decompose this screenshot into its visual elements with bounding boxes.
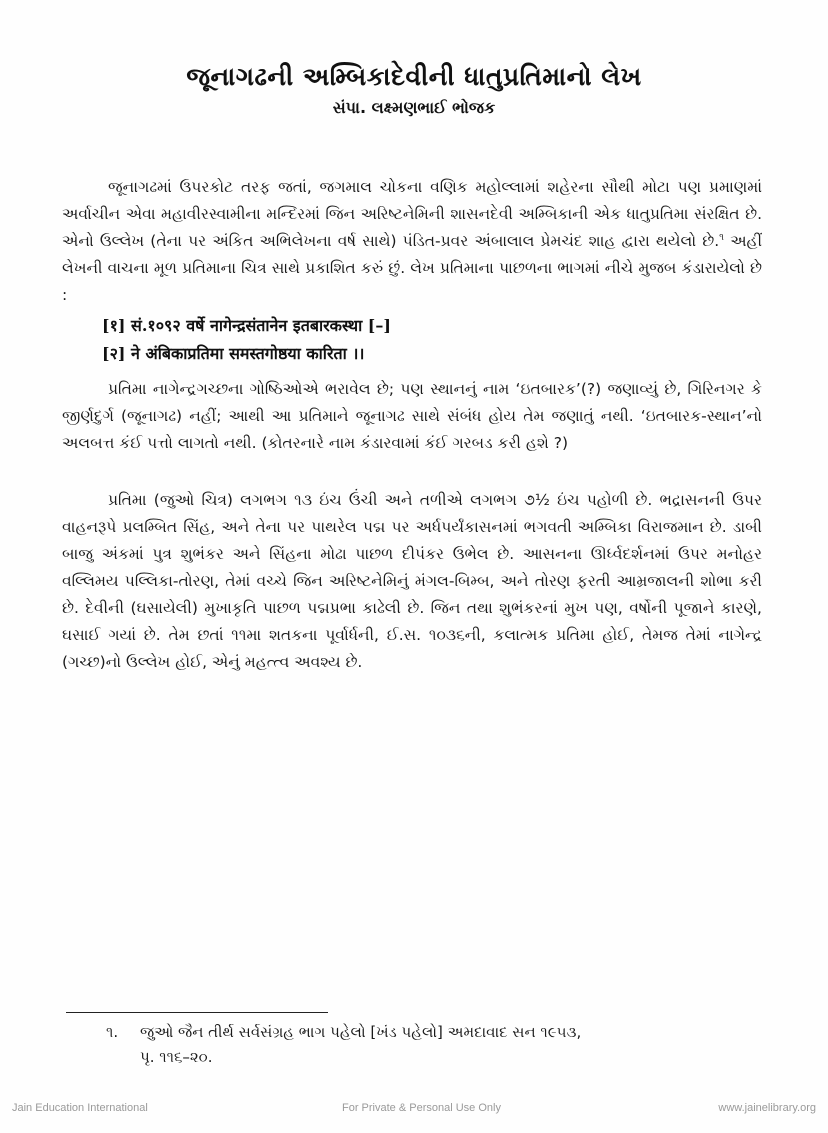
- author-line: સંપા. લક્ષ્મણભાઈ ભોજક: [332, 98, 496, 117]
- inscription-line-1: [१] सं.१०९२ वर्षे नागेन्द्रसंतानेन इतबारकस्था [–]: [102, 316, 391, 335]
- paragraph-gaccha: પ્રતિમા નાગેન્દ્રગચ્છના ગોષ્ઠિઓએ ભરાવેલ છે; પણ સ્થાનનું નામ ‘ઇતબારક’(?) જણાવ્યું છે, ગિરિનગર કે જીર્ણદુર્ગ (જૂનાગઢ) નહીં; આથી આ પ્રતિમાને જૂનાગઢ સાથે સંબંધ હોય તેમ જણાતું નથી. ‘ઇતબારક-સ્થાન’નો અલબત્ત કંઈ પત્તો લાગતો નથી. (કોતરનારે નામ કંડારવામાં કંઈ ગરબડ કરી હશે ?): [62, 380, 762, 452]
- inscription-block: [102, 312, 391, 368]
- footer-usage-notice: For Private & Personal Use Only: [342, 1102, 501, 1114]
- paragraph-text: જૂનાગઢમાં ઉપરકોટ તરફ જતાં, જગમાલ ચોકના વણિક મહોલ્લામાં શહેરના સૌથી મોટા પણ પ્રમાણમાં અર્વાચીન એવા મહાવીરસ્વામીના મન્દિરમાં જિન અરિષ્ટનેમિની શાસનદેવી અમ્બિકાની એક ધાતુપ્રતિમા સંરક્ષિત છે. એનો ઉલ્લેખ (તેના પર અંકિત અભિલેખના વર્ષ સાથે) પંડિત-પ્રવર અંબાલાલ પ્રેમચંદ શાહ દ્વારા થયેલો છે.: [62, 178, 762, 250]
- footnote-continuation: પૃ. ૧૧૬–૨૦.: [140, 1048, 213, 1066]
- footnote-number: ૧.: [106, 1023, 119, 1041]
- footnote-text: જુઓ જૈન તીર્થ સર્વસંગ્રહ ભાગ પહેલો [ખંડ પહેલો] અમદાવાદ સન ૧૯૫૩,: [140, 1023, 582, 1041]
- footer-publisher: Jain Education International: [12, 1102, 148, 1114]
- footnote: [106, 1020, 806, 1070]
- footnote-marker[interactable]: ૧: [719, 231, 725, 243]
- page-footer: [0, 1102, 828, 1118]
- paragraph-text: અહીં લેખની વાચના મૂળ પ્રતિમાના ચિત્ર સાથે પ્રકાશિત કરું છું. લેખ પ્રતિમાના પાછળના ભાગમાં નીચે મુજબ કંડારાયેલો છે :: [62, 232, 763, 304]
- inscription-line-2: [२] ने अंबिकाप्रतिमा समस्तगोष्ठया कारिता ।।: [102, 344, 365, 363]
- paragraph-description: પ્રતિમા (જુઓ ચિત્ર) લગભગ ૧૩ ઇંચ ઉંચી અને તળીએ લગભગ ૭½ ઇંચ પહોળી છે. ભદ્રાસનની ઉપર વાહનરૂપે પ્રલમ્બિત સિંહ, અને તેના પર પાથરેલ પદ્મ પર અર્ધપર્યંકાસનમાં ભગવતી અમ્બિકા વિરાજમાન છે. ડાબી બાજુ અંકમાં પુત્ર શુભંકર અને સિંહના મોઢા પાછળ દીપંકર ઉભેલ છે. આસનના ઊર્ધ્વદર્શનમાં ઉપર મનોહર વલ્લિમય પલ્લિકા-તોરણ, તેમાં વચ્ચે જિન અરિષ્ટનેમિનું મંગલ-બિમ્બ, અને તોરણ ફરતી આમ્રજાલની શોભા કરી છે. દેવીની (ઘસાયેલી) મુખાકૃતિ પાછળ પદ્મપ્રભા કાઢેલી છે. જિન તથા શુભંકરનાં મુખ પણ, વર્ષોની પૂજાને કારણે, ઘસાઈ ગયાં છે. તેમ છતાં ૧૧મા શતકના પૂર્વાર્ધની, ઈ.સ. ૧૦૩૬ની, કલાત્મક પ્રતિમા હોઈ, તેમજ તેમાં નાગેન્દ્ર (ગચ્છ)નો ઉલ્લેખ હોઈ, એનું મહત્ત્વ અવશ્ય છે.: [62, 491, 762, 671]
- footer-website-link[interactable]: www.jainelibrary.org: [718, 1102, 816, 1114]
- footnote-divider: [66, 1012, 328, 1013]
- paragraph-intro: [62, 174, 762, 309]
- page-title: જૂનાગઢની અમ્બિકાદેવીની ધાતુપ્રતિમાનો લેખ: [186, 62, 642, 91]
